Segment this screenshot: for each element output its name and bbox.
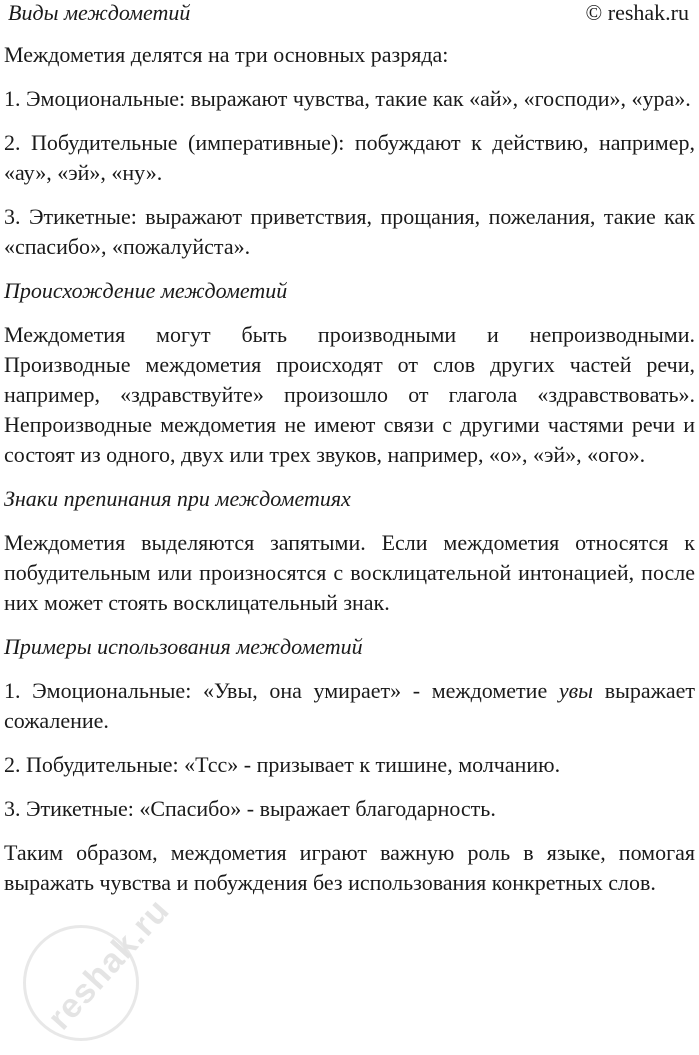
watermark-circle-icon xyxy=(23,925,139,1041)
intro-paragraph: Междометия делятся на три основных разряда: xyxy=(4,42,449,67)
kind-emotional: 1. Эмоциональные: выражают чувства, такие как «ай», «господи», «ура». xyxy=(4,86,691,111)
kind-etiquette: 3. Этикетные: выражают приветствия, прощания, пожелания, такие как «спасибо», «пожалуйста». xyxy=(4,204,695,259)
example-emotional xyxy=(4,676,695,736)
watermark-text: reshak.ru xyxy=(40,891,178,1038)
example-emotional-end: выражает сожаление. xyxy=(4,678,695,733)
origin-paragraph: Междометия могут быть производными и непроизводными. Производные междометия происходят от слов других частей речи, например, «здравствуйте» произошло от глагола «здравствовать». Непроизводные междометия не имеют связи с другими частями речи и состоят из одного, двух или трех звуков, например, «о», «эй», «ого». xyxy=(4,322,695,467)
origin-heading: Происхождение междометий xyxy=(4,278,288,303)
page-header xyxy=(4,0,695,30)
example-imperative: 2. Побудительные: «Тсс» - призывает к тишине, молчанию. xyxy=(4,752,561,777)
example-etiquette: 3. Этикетные: «Спасибо» - выражает благодарность. xyxy=(4,796,496,821)
site-credit: © reshak.ru xyxy=(585,0,689,25)
kind-imperative: 2. Побудительные (императивные): побуждают к действию, например, «ау», «эй», «ну». xyxy=(4,130,695,185)
examples-heading: Примеры использования междометий xyxy=(4,634,363,659)
document-content xyxy=(4,40,695,912)
punctuation-paragraph: Междометия выделяются запятыми. Если междометия относятся к побудительным или произносятся с восклицательной интонацией, после них может стоять восклицательный знак. xyxy=(4,530,695,615)
watermark-logo xyxy=(8,891,178,1055)
example-emotional-start: 1. Эмоциональные: «Увы, она умирает» - междометие xyxy=(4,678,559,703)
conclusion-paragraph: Таким образом, междометия играют важную роль в языке, помогая выражать чувства и побуждения без использования конкретных слов. xyxy=(4,840,695,895)
example-emotional-word: увы xyxy=(558,678,594,703)
punctuation-heading: Знаки препинания при междометиях xyxy=(4,486,351,511)
section-title: Виды междометий xyxy=(8,0,191,25)
